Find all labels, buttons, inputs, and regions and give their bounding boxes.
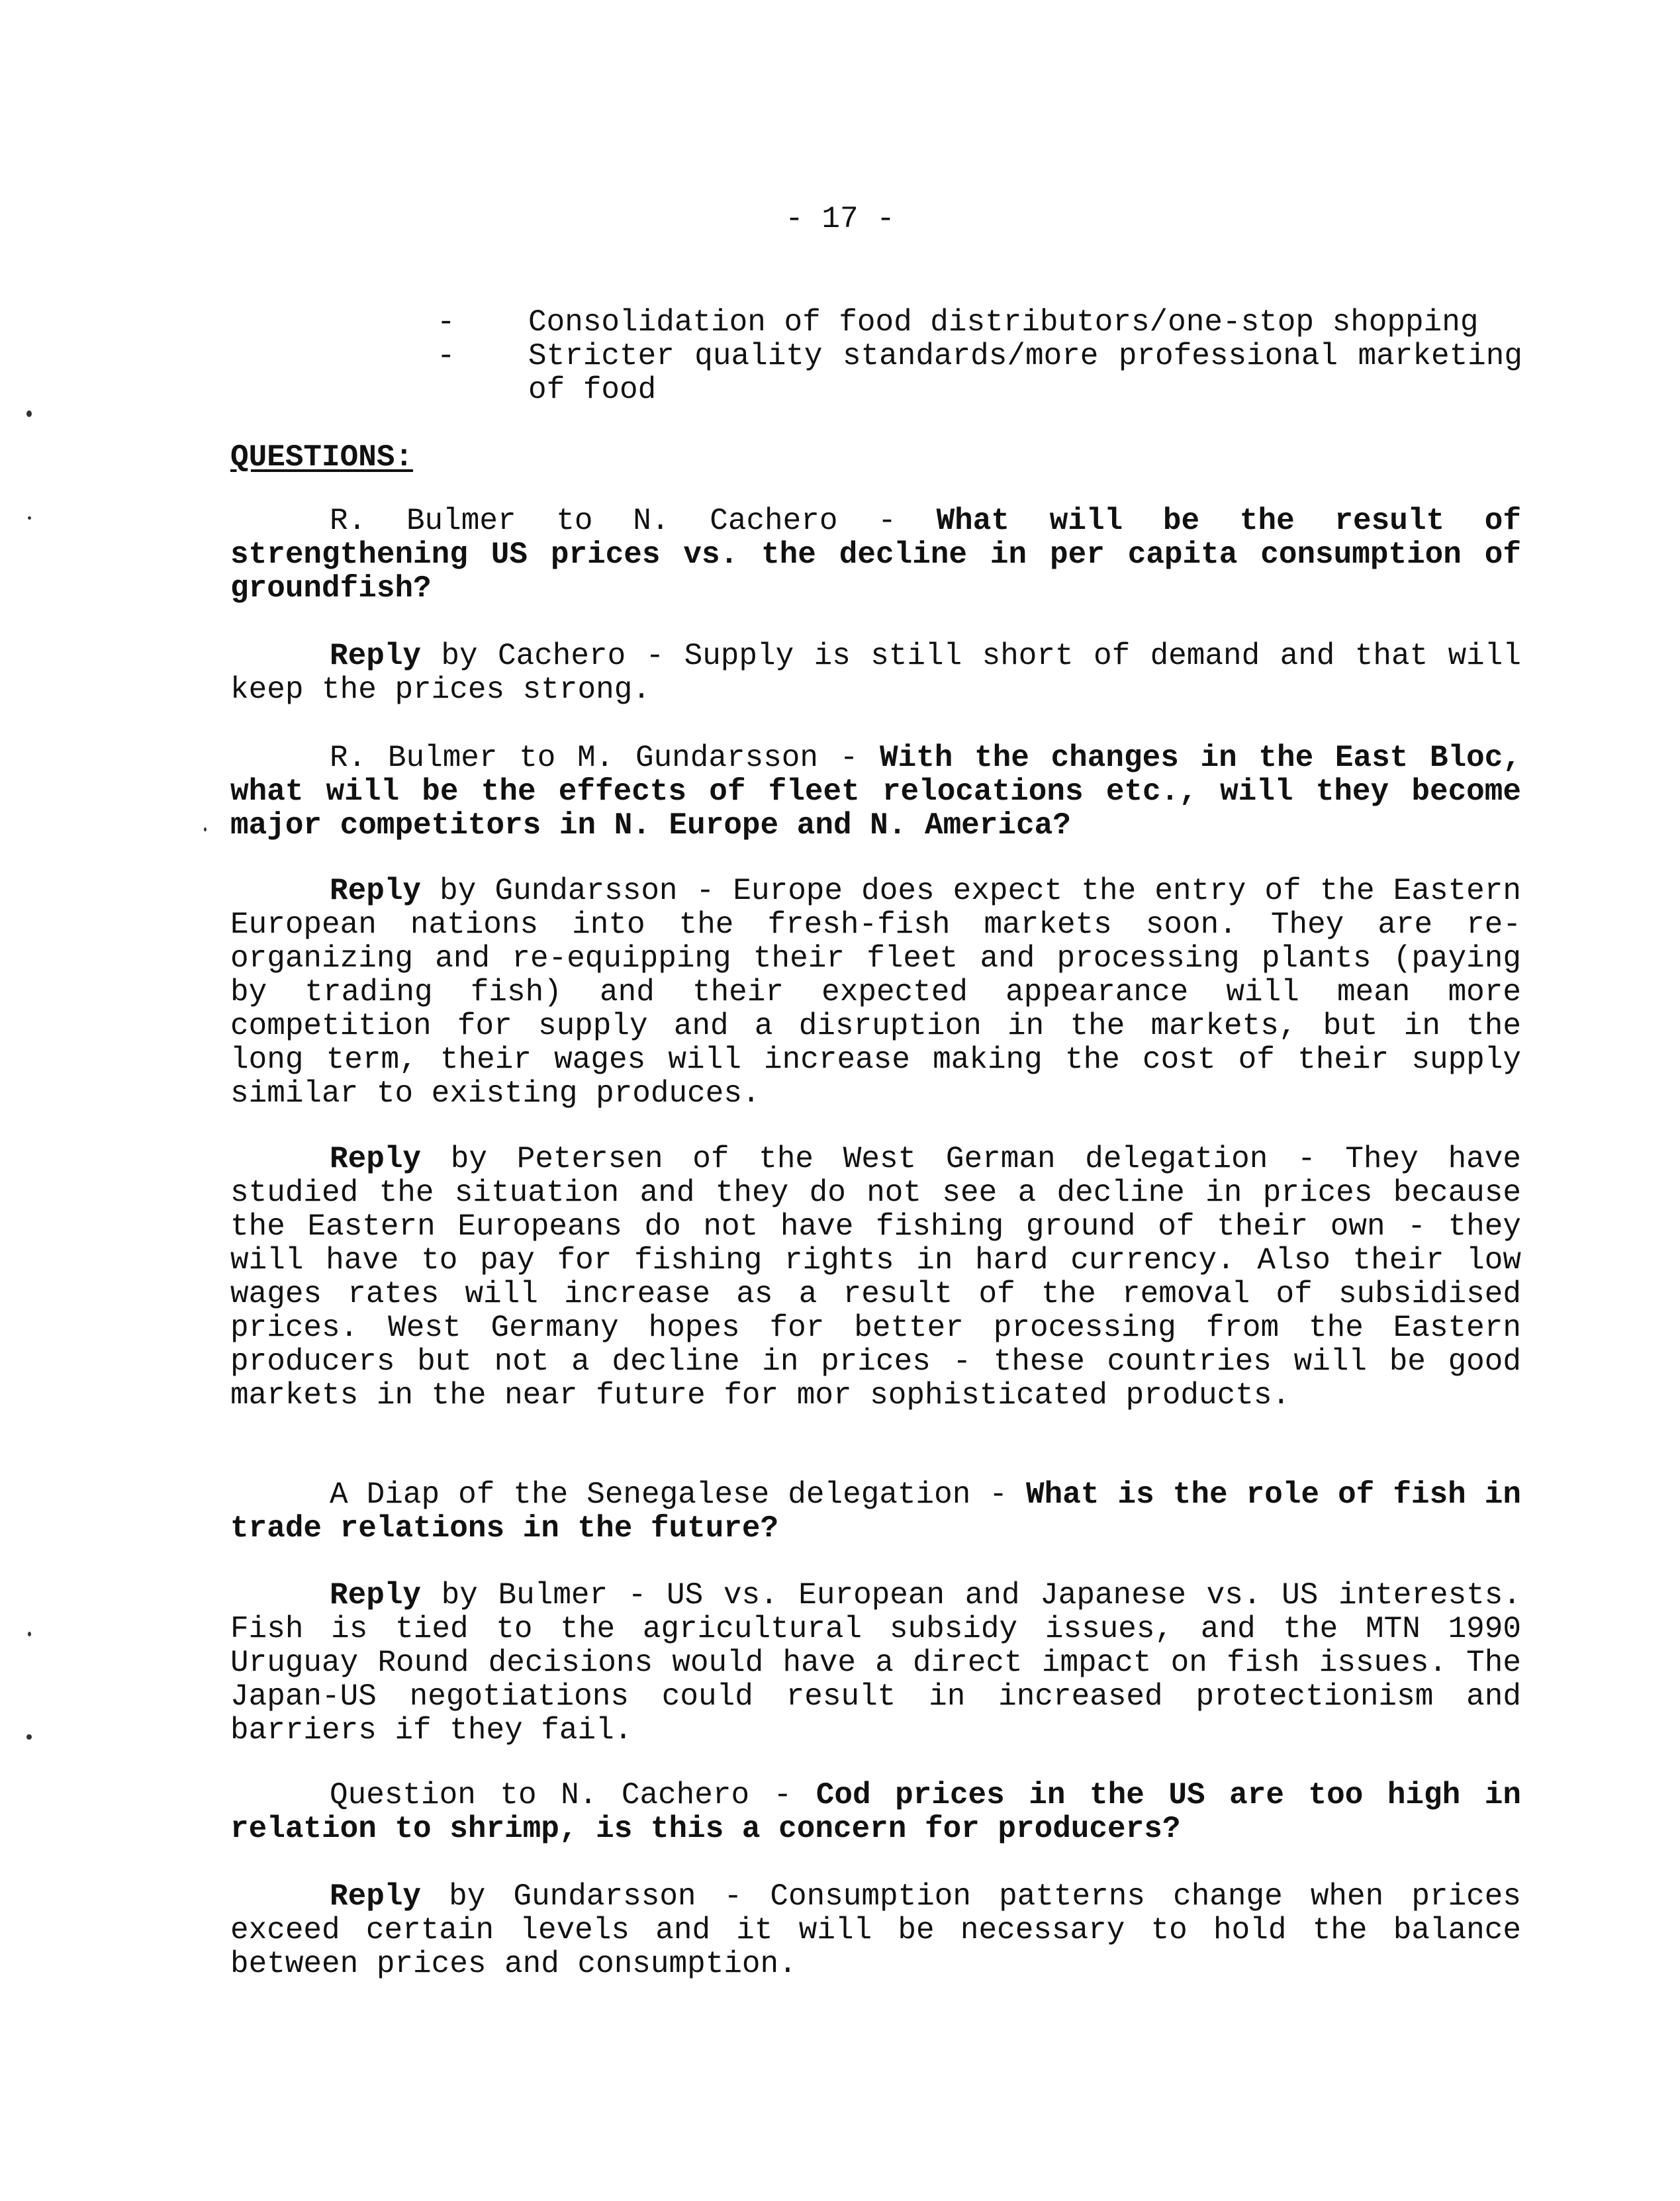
bullet-text: Stricter quality standards/more professional marketing of food <box>528 339 1522 407</box>
reply-paragraph-1 <box>230 639 1521 707</box>
question-paragraph-2 <box>230 741 1521 843</box>
page-number: - 17 - <box>785 202 895 236</box>
question-paragraph-3 <box>230 1478 1521 1546</box>
question-text: Cod prices in the US are too high in relation to shrimp, is this a concern for producers? <box>230 1778 1521 1846</box>
questions-heading: QUESTIONS: <box>230 440 414 475</box>
bullet-text: Consolidation of food distributors/one-stop shopping <box>528 305 1479 340</box>
question-text: What will be the result of strengthening US prices vs. the decline in per capita consumption of groundfish? <box>230 504 1522 606</box>
question-lead: R. Bulmer to M. Gundarsson - <box>330 741 880 775</box>
question-paragraph-1 <box>230 504 1521 606</box>
question-lead: Question to N. Cachero - <box>330 1778 816 1812</box>
question-lead: R. Bulmer to N. Cachero - <box>330 504 937 538</box>
bullet-list <box>437 306 1522 407</box>
scan-speck <box>26 410 32 417</box>
scan-speck <box>26 1734 32 1740</box>
question-paragraph-4 <box>230 1779 1521 1846</box>
bullet-item-1 <box>437 306 1522 340</box>
scan-speck <box>204 827 207 831</box>
reply-label: Reply <box>330 1879 422 1914</box>
reply-text: by Gundarsson - Europe does expect the entry of the Eastern European nations into the fresh-fish markets soon. They are re-organizing and re-equipping their fleet and processing plants (paying by trading fish) and their expected appearance will mean more competition for supply and a disruption in the markets, but in the long term, their wages will increase making the cost of their supply similar to existing produces. <box>230 874 1521 1111</box>
reply-text: by Cachero - Supply is still short of demand and that will keep the prices strong. <box>230 639 1521 707</box>
reply-paragraph-3 <box>230 1143 1521 1413</box>
reply-text: by Bulmer - US vs. European and Japanese vs. US interests. Fish is tied to the agricultural subsidy issues, and the MTN 1990 Uruguay Round decisions would have a direct impact on fish issues. The Japan-US negotiations could result in increased protectionism and barriers if they fail. <box>230 1578 1521 1748</box>
reply-paragraph-2 <box>230 874 1521 1111</box>
reply-paragraph-5 <box>230 1880 1521 1981</box>
reply-label: Reply <box>330 639 422 673</box>
scan-speck <box>28 516 31 520</box>
bullet-dash: - <box>437 339 455 373</box>
bullet-item-2 <box>437 340 1522 407</box>
reply-label: Reply <box>330 874 422 908</box>
reply-paragraph-4 <box>230 1579 1521 1748</box>
reply-text: by Gundarsson - Consumption patterns change when prices exceed certain levels and it will be necessary to hold the balance between prices and consumption. <box>230 1879 1521 1981</box>
question-text: With the changes in the East Bloc, what will be the effects of fleet relocations etc., will they become major competitors in N. Europe and N. America? <box>230 741 1521 843</box>
reply-label: Reply <box>330 1142 422 1176</box>
scan-speck <box>28 1632 31 1636</box>
reply-text: by Petersen of the West German delegation - They have studied the situation and they do not see a decline in prices because the Eastern Europeans do not have fishing ground of their own - they will have to pay for fishing rights in hard currency. Also their low wages rates will increase as a result of the removal of subsidised prices. West Germany hopes for better processing from the Eastern producers but not a decline in prices - these countries will be good markets in the near future for mor sophisticated products. <box>230 1142 1521 1413</box>
reply-label: Reply <box>330 1578 422 1613</box>
bullet-dash: - <box>437 305 455 340</box>
question-text: What is the role of fish in trade relations in the future? <box>230 1477 1521 1546</box>
question-lead: A Diap of the Senegalese delegation - <box>330 1477 1027 1512</box>
